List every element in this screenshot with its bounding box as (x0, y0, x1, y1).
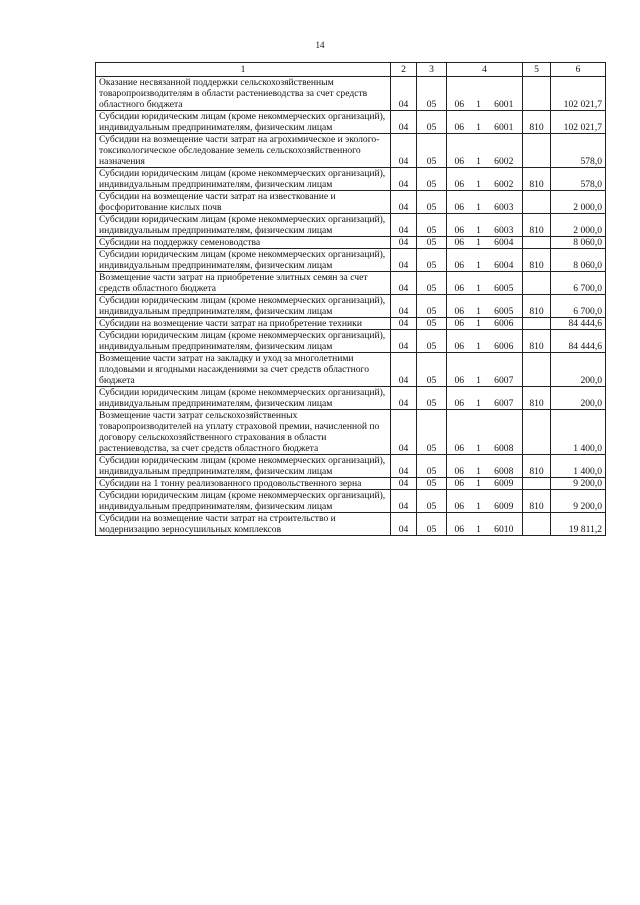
row-cell-c4b: 1 (472, 214, 486, 237)
row-cell-c4c: 6004 (486, 237, 523, 249)
budget-table (95, 62, 606, 536)
row-cell-c3: 05 (417, 513, 447, 536)
row-cell-c5: 810 (523, 455, 551, 478)
row-cell-c4c: 6006 (486, 330, 523, 353)
row-cell-c5: 810 (523, 111, 551, 134)
row-cell-c6: 102 021,7 (551, 77, 606, 111)
row-cell-c4b: 1 (472, 249, 486, 272)
row-name-cell: Возмещение части затрат на приобретение элитных семян за счет средств областного бюджета (96, 272, 391, 295)
row-cell-c2: 04 (391, 77, 417, 111)
row-cell-c4b: 1 (472, 387, 486, 410)
row-cell-c4b: 1 (472, 134, 486, 168)
row-cell-c4c: 6008 (486, 410, 523, 455)
row-cell-c4c: 6005 (486, 272, 523, 295)
row-name-cell: Субсидии юридическим лицам (кроме некоммерческих организаций), индивидуальным предпринимателям, физическим лицам (96, 387, 391, 410)
table-row (96, 478, 606, 490)
table-row (96, 387, 606, 410)
row-cell-c5 (523, 134, 551, 168)
row-cell-c6: 102 021,7 (551, 111, 606, 134)
column-header: 6 (551, 63, 606, 77)
table-row (96, 410, 606, 455)
row-cell-c5: 810 (523, 295, 551, 318)
column-header: 4 (447, 63, 523, 77)
row-cell-c3: 05 (417, 272, 447, 295)
row-cell-c2: 04 (391, 134, 417, 168)
row-name-cell: Субсидии юридическим лицам (кроме некоммерческих организаций), индивидуальным предпринимателям, физическим лицам (96, 330, 391, 353)
row-cell-c4a: 06 (447, 168, 472, 191)
row-cell-c5 (523, 237, 551, 249)
row-cell-c5: 810 (523, 168, 551, 191)
row-cell-c2: 04 (391, 111, 417, 134)
row-cell-c3: 05 (417, 191, 447, 214)
table-row (96, 318, 606, 330)
row-name-cell: Субсидии на возмещение части затрат на известкование и фосфоритование кислых почв (96, 191, 391, 214)
row-name-cell: Субсидии юридическим лицам (кроме некоммерческих организаций), индивидуальным предпринимателям, физическим лицам (96, 168, 391, 191)
row-cell-c5: 810 (523, 214, 551, 237)
row-cell-c3: 05 (417, 353, 447, 387)
row-cell-c4a: 06 (447, 295, 472, 318)
row-cell-c4c: 6002 (486, 168, 523, 191)
row-name-cell: Оказание несвязанной поддержки сельскохозяйственным товаропроизводителям в области растениеводства за счет средств областного бюджета (96, 77, 391, 111)
row-cell-c3: 05 (417, 318, 447, 330)
row-cell-c4a: 06 (447, 353, 472, 387)
column-header: 2 (391, 63, 417, 77)
row-cell-c5 (523, 410, 551, 455)
column-header: 5 (523, 63, 551, 77)
row-cell-c4b: 1 (472, 295, 486, 318)
row-cell-c6: 9 200,0 (551, 478, 606, 490)
table-row (96, 272, 606, 295)
row-cell-c3: 05 (417, 214, 447, 237)
row-cell-c2: 04 (391, 513, 417, 536)
row-name-cell: Субсидии юридическим лицам (кроме некоммерческих организаций), индивидуальным предпринимателям, физическим лицам (96, 214, 391, 237)
row-cell-c3: 05 (417, 490, 447, 513)
table-row (96, 168, 606, 191)
row-cell-c3: 05 (417, 77, 447, 111)
row-name-cell: Возмещение части затрат сельскохозяйственных товаропроизводителей на уплату страховой премии, начисленной по договору сельскохозяйственного страхования в области растениеводства, за счет средств областного бюджета (96, 410, 391, 455)
table-row (96, 330, 606, 353)
row-cell-c4a: 06 (447, 513, 472, 536)
row-name-cell: Субсидии юридическим лицам (кроме некоммерческих организаций), индивидуальным предпринимателям, физическим лицам (96, 111, 391, 134)
row-cell-c4b: 1 (472, 272, 486, 295)
row-cell-c3: 05 (417, 295, 447, 318)
row-cell-c5 (523, 513, 551, 536)
row-name-cell: Субсидии юридическим лицам (кроме некоммерческих организаций), индивидуальным предпринимателям, физическим лицам (96, 455, 391, 478)
row-cell-c4a: 06 (447, 111, 472, 134)
row-cell-c2: 04 (391, 214, 417, 237)
row-name-cell: Субсидии на возмещение части затрат на агрохимическое и эколого- токсикологическое обследование земель сельскохозяйственного назначения (96, 134, 391, 168)
table-row (96, 237, 606, 249)
row-name-cell: Субсидии на 1 тонну реализованного продовольственного зерна (96, 478, 391, 490)
row-cell-c4b: 1 (472, 168, 486, 191)
row-cell-c4c: 6010 (486, 513, 523, 536)
row-cell-c2: 04 (391, 249, 417, 272)
row-cell-c6: 2 000,0 (551, 191, 606, 214)
row-cell-c4a: 06 (447, 330, 472, 353)
row-cell-c4b: 1 (472, 237, 486, 249)
row-cell-c3: 05 (417, 134, 447, 168)
row-cell-c4a: 06 (447, 237, 472, 249)
row-cell-c6: 1 400,0 (551, 410, 606, 455)
row-cell-c5 (523, 272, 551, 295)
row-name-cell: Возмещение части затрат на закладку и уход за многолетними плодовыми и ягодными насаждениями за счет средств областного бюджета (96, 353, 391, 387)
row-cell-c2: 04 (391, 410, 417, 455)
row-cell-c4b: 1 (472, 490, 486, 513)
row-cell-c6: 578,0 (551, 168, 606, 191)
row-cell-c4a: 06 (447, 410, 472, 455)
row-cell-c5: 810 (523, 490, 551, 513)
row-cell-c3: 05 (417, 237, 447, 249)
row-cell-c5: 810 (523, 330, 551, 353)
row-cell-c2: 04 (391, 295, 417, 318)
row-cell-c6: 84 444,6 (551, 330, 606, 353)
row-cell-c4b: 1 (472, 191, 486, 214)
row-cell-c4a: 06 (447, 387, 472, 410)
row-cell-c4a: 06 (447, 318, 472, 330)
row-cell-c4c: 6003 (486, 214, 523, 237)
row-cell-c4b: 1 (472, 330, 486, 353)
row-name-cell: Субсидии на возмещение части затрат на строительство и модернизацию зерносушильных комплексов (96, 513, 391, 536)
row-cell-c2: 04 (391, 353, 417, 387)
column-header: 1 (96, 63, 391, 77)
row-cell-c6: 6 700,0 (551, 295, 606, 318)
column-header: 3 (417, 63, 447, 77)
table-row (96, 134, 606, 168)
table-row (96, 490, 606, 513)
row-cell-c4b: 1 (472, 410, 486, 455)
row-cell-c4c: 6001 (486, 111, 523, 134)
row-name-cell: Субсидии на возмещение части затрат на приобретение техники (96, 318, 391, 330)
row-cell-c6: 1 400,0 (551, 455, 606, 478)
table-row (96, 111, 606, 134)
row-cell-c4b: 1 (472, 478, 486, 490)
row-cell-c4a: 06 (447, 191, 472, 214)
row-cell-c4a: 06 (447, 478, 472, 490)
row-cell-c3: 05 (417, 410, 447, 455)
table-row (96, 249, 606, 272)
row-cell-c5 (523, 77, 551, 111)
row-cell-c5: 810 (523, 249, 551, 272)
table-row (96, 191, 606, 214)
table-row (96, 353, 606, 387)
row-cell-c3: 05 (417, 330, 447, 353)
row-cell-c4a: 06 (447, 272, 472, 295)
row-cell-c2: 04 (391, 490, 417, 513)
row-cell-c4b: 1 (472, 455, 486, 478)
row-cell-c3: 05 (417, 111, 447, 134)
row-cell-c3: 05 (417, 249, 447, 272)
row-cell-c2: 04 (391, 168, 417, 191)
row-cell-c3: 05 (417, 168, 447, 191)
row-cell-c4b: 1 (472, 77, 486, 111)
table-row (96, 455, 606, 478)
row-cell-c4c: 6008 (486, 455, 523, 478)
row-cell-c4c: 6006 (486, 318, 523, 330)
row-cell-c2: 04 (391, 237, 417, 249)
row-name-cell: Субсидии юридическим лицам (кроме некоммерческих организаций), индивидуальным предпринимателям, физическим лицам (96, 249, 391, 272)
row-cell-c4c: 6007 (486, 387, 523, 410)
row-cell-c5 (523, 478, 551, 490)
row-cell-c4a: 06 (447, 214, 472, 237)
table-row (96, 513, 606, 536)
table-row (96, 77, 606, 111)
row-cell-c6: 8 060,0 (551, 249, 606, 272)
row-cell-c6: 200,0 (551, 387, 606, 410)
row-cell-c3: 05 (417, 478, 447, 490)
row-cell-c3: 05 (417, 387, 447, 410)
row-cell-c4a: 06 (447, 77, 472, 111)
row-cell-c4c: 6003 (486, 191, 523, 214)
row-cell-c5 (523, 191, 551, 214)
page-number: 14 (315, 40, 325, 50)
row-cell-c2: 04 (391, 387, 417, 410)
row-name-cell: Субсидии юридическим лицам (кроме некоммерческих организаций), индивидуальным предпринимателям, физическим лицам (96, 490, 391, 513)
row-cell-c4a: 06 (447, 134, 472, 168)
table-row (96, 214, 606, 237)
row-cell-c6: 19 811,2 (551, 513, 606, 536)
row-cell-c4c: 6005 (486, 295, 523, 318)
row-cell-c4b: 1 (472, 353, 486, 387)
row-cell-c4c: 6007 (486, 353, 523, 387)
table-body (96, 77, 606, 536)
row-name-cell: Субсидии юридическим лицам (кроме некоммерческих организаций), индивидуальным предпринимателям, физическим лицам (96, 295, 391, 318)
table-header-row (96, 63, 606, 77)
row-cell-c4c: 6002 (486, 134, 523, 168)
row-cell-c2: 04 (391, 330, 417, 353)
row-cell-c3: 05 (417, 455, 447, 478)
row-cell-c6: 9 200,0 (551, 490, 606, 513)
row-cell-c4a: 06 (447, 490, 472, 513)
row-cell-c5: 810 (523, 387, 551, 410)
row-cell-c2: 04 (391, 272, 417, 295)
row-cell-c6: 6 700,0 (551, 272, 606, 295)
row-cell-c2: 04 (391, 191, 417, 214)
row-cell-c4b: 1 (472, 111, 486, 134)
row-name-cell: Субсидии на поддержку семеноводства (96, 237, 391, 249)
row-cell-c4c: 6009 (486, 490, 523, 513)
row-cell-c4c: 6009 (486, 478, 523, 490)
row-cell-c2: 04 (391, 318, 417, 330)
row-cell-c5 (523, 318, 551, 330)
row-cell-c6: 8 060,0 (551, 237, 606, 249)
row-cell-c4c: 6004 (486, 249, 523, 272)
row-cell-c6: 84 444,6 (551, 318, 606, 330)
row-cell-c4b: 1 (472, 318, 486, 330)
row-cell-c6: 578,0 (551, 134, 606, 168)
row-cell-c4b: 1 (472, 513, 486, 536)
row-cell-c6: 200,0 (551, 353, 606, 387)
row-cell-c4c: 6001 (486, 77, 523, 111)
row-cell-c4a: 06 (447, 455, 472, 478)
row-cell-c2: 04 (391, 478, 417, 490)
table-row (96, 295, 606, 318)
row-cell-c2: 04 (391, 455, 417, 478)
row-cell-c6: 2 000,0 (551, 214, 606, 237)
row-cell-c4a: 06 (447, 249, 472, 272)
row-cell-c5 (523, 353, 551, 387)
